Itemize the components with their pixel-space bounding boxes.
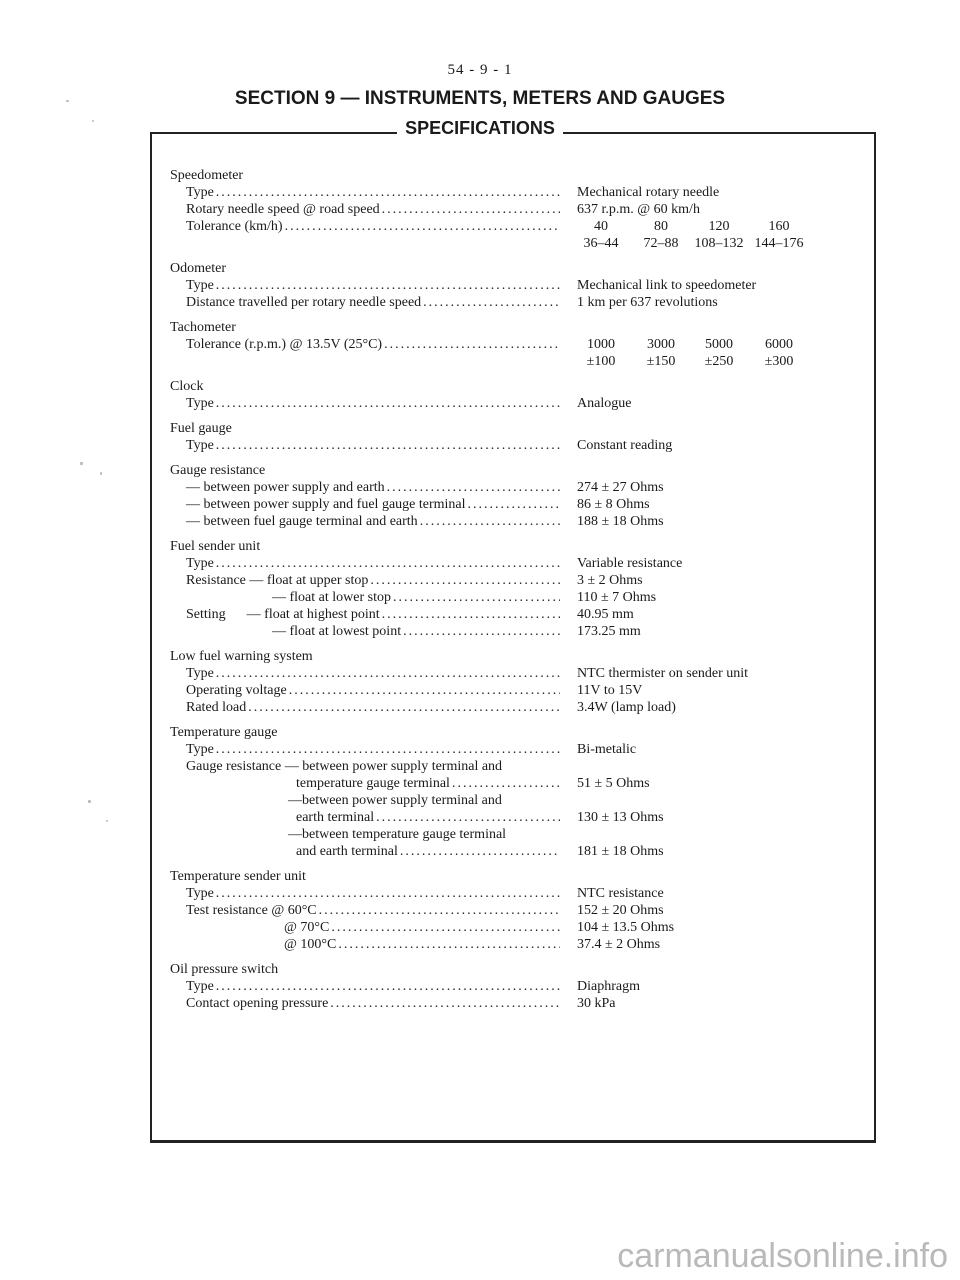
spec-value: 188 ± 18 Ohms xyxy=(577,514,664,529)
spec-row xyxy=(170,775,850,792)
fuel-gauge-section xyxy=(170,420,850,454)
spec-label: Gauge resistance — between power supply terminal and xyxy=(186,759,503,774)
spec-value: 1 km per 637 revolutions xyxy=(577,295,718,310)
group-title: Gauge resistance xyxy=(170,463,266,478)
spec-label: Tolerance (r.p.m.) @ 13.5V (25°C) xyxy=(186,337,383,352)
spec-label: Type xyxy=(186,396,214,411)
spec-label: Type xyxy=(186,979,214,994)
spec-row xyxy=(170,572,850,589)
low-fuel-section xyxy=(170,648,850,716)
group-title: Low fuel warning system xyxy=(170,649,313,664)
spec-label: Type xyxy=(186,886,214,901)
spec-label: Rated load xyxy=(186,700,247,715)
scan-speck xyxy=(100,472,102,475)
spec-label: and earth terminal xyxy=(296,844,398,859)
spec-value: Diaphragm xyxy=(577,979,640,994)
specifications-heading-wrap xyxy=(0,118,960,139)
specifications-heading: SPECIFICATIONS xyxy=(397,118,563,138)
rpm-tolerance: ±100 xyxy=(586,354,616,369)
spec-row xyxy=(170,555,850,572)
spec-label: Test resistance @ 60°C xyxy=(186,903,317,918)
spec-row xyxy=(170,792,850,809)
spec-label: Type xyxy=(186,438,214,453)
spec-value: 637 r.p.m. @ 60 km/h xyxy=(577,202,700,217)
rpm-value: 5000 xyxy=(705,337,733,352)
spec-value: 51 ± 5 Ohms xyxy=(577,776,650,791)
tolerance-grid xyxy=(560,218,850,252)
spec-label: Resistance — float at upper stop xyxy=(186,573,369,588)
group-title: Clock xyxy=(170,379,204,394)
spec-row xyxy=(170,809,850,826)
rpm-value: 1000 xyxy=(587,337,615,352)
spec-label: Type xyxy=(186,666,214,681)
spec-label: Type xyxy=(186,185,214,200)
spec-label: Setting — float at highest point xyxy=(186,607,380,622)
temperature-sender-section xyxy=(170,868,850,953)
speed-value: 120 xyxy=(708,219,730,234)
spec-row xyxy=(170,513,850,530)
spec-row xyxy=(170,826,850,843)
spec-row xyxy=(170,682,850,699)
speed-range: 72–88 xyxy=(643,236,679,251)
spec-label: Tolerance (km/h) xyxy=(186,219,283,234)
scan-speck xyxy=(92,120,94,122)
spec-value: 3 ± 2 Ohms xyxy=(577,573,643,588)
speed-range: 36–44 xyxy=(583,236,619,251)
spec-label: —between power supply terminal and xyxy=(288,793,502,808)
spec-label: Type xyxy=(186,742,214,757)
spec-label: — between power supply and fuel gauge terminal xyxy=(186,497,466,512)
spec-row xyxy=(170,741,850,758)
spec-label: Type xyxy=(186,556,214,571)
tachometer-section xyxy=(170,319,850,370)
spec-label: Rotary needle speed @ road speed xyxy=(186,202,380,217)
spec-label: @ 70°C xyxy=(284,920,330,935)
spec-row xyxy=(170,496,850,513)
group-title: Tachometer xyxy=(170,320,236,335)
spec-label: temperature gauge terminal xyxy=(296,776,450,791)
spec-label: — float at lowest point xyxy=(272,624,402,639)
spec-value: 11V to 15V xyxy=(577,683,643,698)
speed-value: 40 xyxy=(594,219,608,234)
spec-row xyxy=(170,201,850,218)
spec-row xyxy=(170,294,850,311)
scan-speck xyxy=(106,820,108,822)
spec-row xyxy=(170,978,850,995)
spec-label: — between fuel gauge terminal and earth xyxy=(186,514,418,529)
spec-value: NTC thermister on sender unit xyxy=(577,666,749,681)
group-title: Temperature gauge xyxy=(170,725,278,740)
spec-row xyxy=(170,665,850,682)
rpm-value: 3000 xyxy=(647,337,675,352)
rpm-tolerance: ±150 xyxy=(646,354,676,369)
spec-label: Operating voltage xyxy=(186,683,287,698)
spec-row xyxy=(170,995,850,1012)
spec-value: Mechanical rotary needle xyxy=(577,185,720,200)
spec-value: NTC resistance xyxy=(577,886,664,901)
speed-value: 80 xyxy=(654,219,668,234)
spec-value: 173.25 mm xyxy=(577,624,641,639)
group-title: Speedometer xyxy=(170,168,244,183)
spec-row xyxy=(170,606,850,623)
spec-value: 181 ± 18 Ohms xyxy=(577,844,664,859)
tacho-grid xyxy=(560,336,850,370)
speed-value: 160 xyxy=(768,219,790,234)
spec-label: — between power supply and earth xyxy=(186,480,385,495)
spec-row xyxy=(170,589,850,606)
scan-speck xyxy=(66,100,69,102)
watermark: carmanualsonline.info xyxy=(617,1237,948,1275)
group-title: Fuel gauge xyxy=(170,421,232,436)
group-title: Temperature sender unit xyxy=(170,869,306,884)
spec-row xyxy=(170,218,850,252)
spec-value: Mechanical link to speedometer xyxy=(577,278,757,293)
spec-value: 30 kPa xyxy=(577,996,616,1011)
spec-row xyxy=(170,902,850,919)
spec-value: Bi-metalic xyxy=(577,742,637,757)
spec-row xyxy=(170,758,850,775)
fuel-sender-section xyxy=(170,538,850,640)
rpm-tolerance: ±300 xyxy=(764,354,794,369)
page-number: 54 - 9 - 1 xyxy=(447,62,513,78)
spec-label: Type xyxy=(186,278,214,293)
spec-value: Constant reading xyxy=(577,438,673,453)
spec-value: 152 ± 20 Ohms xyxy=(577,903,664,918)
spec-value: 274 ± 27 Ohms xyxy=(577,480,664,495)
spec-row xyxy=(170,623,850,640)
spec-value: 3.4W (lamp load) xyxy=(577,700,676,715)
section-title: SECTION 9 — INSTRUMENTS, METERS AND GAUGES xyxy=(234,88,726,109)
spec-value: 40.95 mm xyxy=(577,607,634,622)
spec-value: 110 ± 7 Ohms xyxy=(577,590,657,605)
clock-section xyxy=(170,378,850,412)
spec-row xyxy=(170,277,850,294)
speed-range: 108–132 xyxy=(694,236,744,251)
spec-row xyxy=(170,936,850,953)
spec-label: —between temperature gauge terminal xyxy=(288,827,507,842)
spec-row xyxy=(170,437,850,454)
spec-row xyxy=(170,843,850,860)
spec-row xyxy=(170,395,850,412)
specifications-content xyxy=(170,167,850,1020)
scan-speck xyxy=(88,800,91,803)
spec-label: — float at lower stop xyxy=(272,590,391,605)
rpm-tolerance: ±250 xyxy=(704,354,734,369)
spec-row xyxy=(170,699,850,716)
spec-row xyxy=(170,885,850,902)
speedometer-section xyxy=(170,167,850,252)
odometer-section xyxy=(170,260,850,311)
spec-value: 104 ± 13.5 Ohms xyxy=(577,920,675,935)
oil-pressure-section xyxy=(170,961,850,1012)
group-title: Oil pressure switch xyxy=(170,962,279,977)
gauge-resistance-section xyxy=(170,462,850,530)
spec-value: 37.4 ± 2 Ohms xyxy=(577,937,661,952)
spec-label: earth terminal xyxy=(296,810,375,825)
spec-row xyxy=(170,479,850,496)
spec-label: Contact opening pressure xyxy=(186,996,329,1011)
spec-row xyxy=(170,184,850,201)
spec-label: @ 100°C xyxy=(284,937,337,952)
temperature-gauge-section xyxy=(170,724,850,860)
rpm-value: 6000 xyxy=(765,337,793,352)
spec-label: Distance travelled per rotary needle speed xyxy=(186,295,422,310)
speed-range: 144–176 xyxy=(754,236,804,251)
group-title: Odometer xyxy=(170,261,226,276)
scan-speck xyxy=(80,462,83,465)
spec-value: Analogue xyxy=(577,396,632,411)
group-title: Fuel sender unit xyxy=(170,539,261,554)
spec-row xyxy=(170,336,850,370)
spec-value: Variable resistance xyxy=(577,556,683,571)
spec-value: 130 ± 13 Ohms xyxy=(577,810,664,825)
spec-value: 86 ± 8 Ohms xyxy=(577,497,650,512)
spec-row xyxy=(170,919,850,936)
